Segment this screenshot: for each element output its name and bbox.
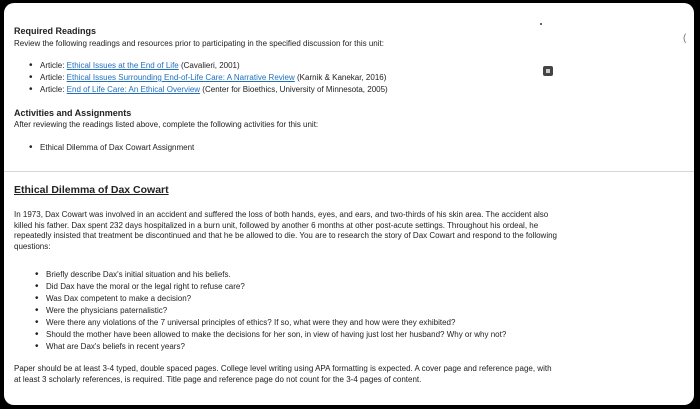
question-item: • Briefly describe Dax's initial situation and his beliefs. xyxy=(46,270,231,279)
article-link-ethical-overview[interactable]: End of Life Care: An Ethical Overview xyxy=(66,85,201,94)
question-item: • Were there any violations of the 7 universal principles of ethics? If so, what were they and how were they exhibited? xyxy=(46,318,455,327)
activities-intro: After reviewing the readings listed above, complete the following activities for this unit: xyxy=(14,120,319,129)
closing-line: Paper should be at least 3-4 typed, double spaced pages. College level writing using APA formatting is expected. A cover page and reference page, with xyxy=(14,364,552,373)
page-edge-mark: ( xyxy=(683,33,687,44)
article-prefix: Article: xyxy=(40,73,67,82)
required-readings-heading: Required Readings xyxy=(14,26,97,36)
paragraph-line: In 1973, Dax Cowart was involved in an accident and suffered the loss of both hands, eyes, and ears, and two-thirds of his skin area. The accident also xyxy=(14,210,549,219)
activity-item: • Ethical Dilemma of Dax Cowart Assignment xyxy=(40,143,194,152)
section-divider xyxy=(4,171,694,172)
paragraph-line: killed his father. Dax spent 232 days hospitalized in a burn unit, followed by another 6 months at other post-acute settings. Throughout his ordeal, he xyxy=(14,220,539,230)
question-item: • What are Dax's beliefs in recent years? xyxy=(46,342,185,351)
article-prefix: Article: xyxy=(40,61,67,70)
closing-paragraph xyxy=(14,364,552,385)
article-link-narrative-review[interactable]: Ethical Issues Surrounding End-of-Life Care: A Narrative Review xyxy=(66,73,295,82)
article-prefix: Article: xyxy=(40,85,67,94)
article-item xyxy=(40,85,388,94)
required-readings-intro: Review the following readings and resources prior to participating in the specified discussion for this unit: xyxy=(14,39,384,48)
article-link-ethical-issues[interactable]: Ethical Issues at the End of Life xyxy=(66,61,179,70)
question-item: • Should the mother have been allowed to make the decisions for her son, in view of having just lost her husband? Why or why not? xyxy=(46,330,506,339)
article-citation: (Center for Bioethics, University of Minnesota, 2005) xyxy=(200,85,388,94)
paragraph-line: questions: xyxy=(14,241,51,251)
article-citation: (Karnik & Kanekar, 2016) xyxy=(294,73,387,82)
paragraph-line: repeatedly insisted that treatment be discontinued and that he be allowed to die. You are to research the story of Dax Cowart and respond to the following xyxy=(14,231,558,240)
assignment-paragraph xyxy=(14,210,557,252)
question-item: • Was Dax competent to make a decision? xyxy=(46,294,191,303)
article-citation: (Cavalieri, 2001) xyxy=(178,61,240,70)
article-item xyxy=(40,61,240,70)
dot-icon xyxy=(540,23,542,25)
assignment-title: Ethical Dilemma of Dax Cowart xyxy=(14,184,169,196)
article-item xyxy=(40,73,386,82)
question-item: • Did Dax have the moral or the legal right to refuse care? xyxy=(46,282,245,291)
content-page xyxy=(4,3,694,405)
activities-heading: Activities and Assignments xyxy=(14,108,132,118)
question-item: • Were the physicians paternalistic? xyxy=(46,306,167,315)
closing-line: at least 3 scholarly references, is required. Title page and reference page do not count for the 3-4 pages of content. xyxy=(14,374,422,384)
image-icon[interactable] xyxy=(543,66,553,76)
